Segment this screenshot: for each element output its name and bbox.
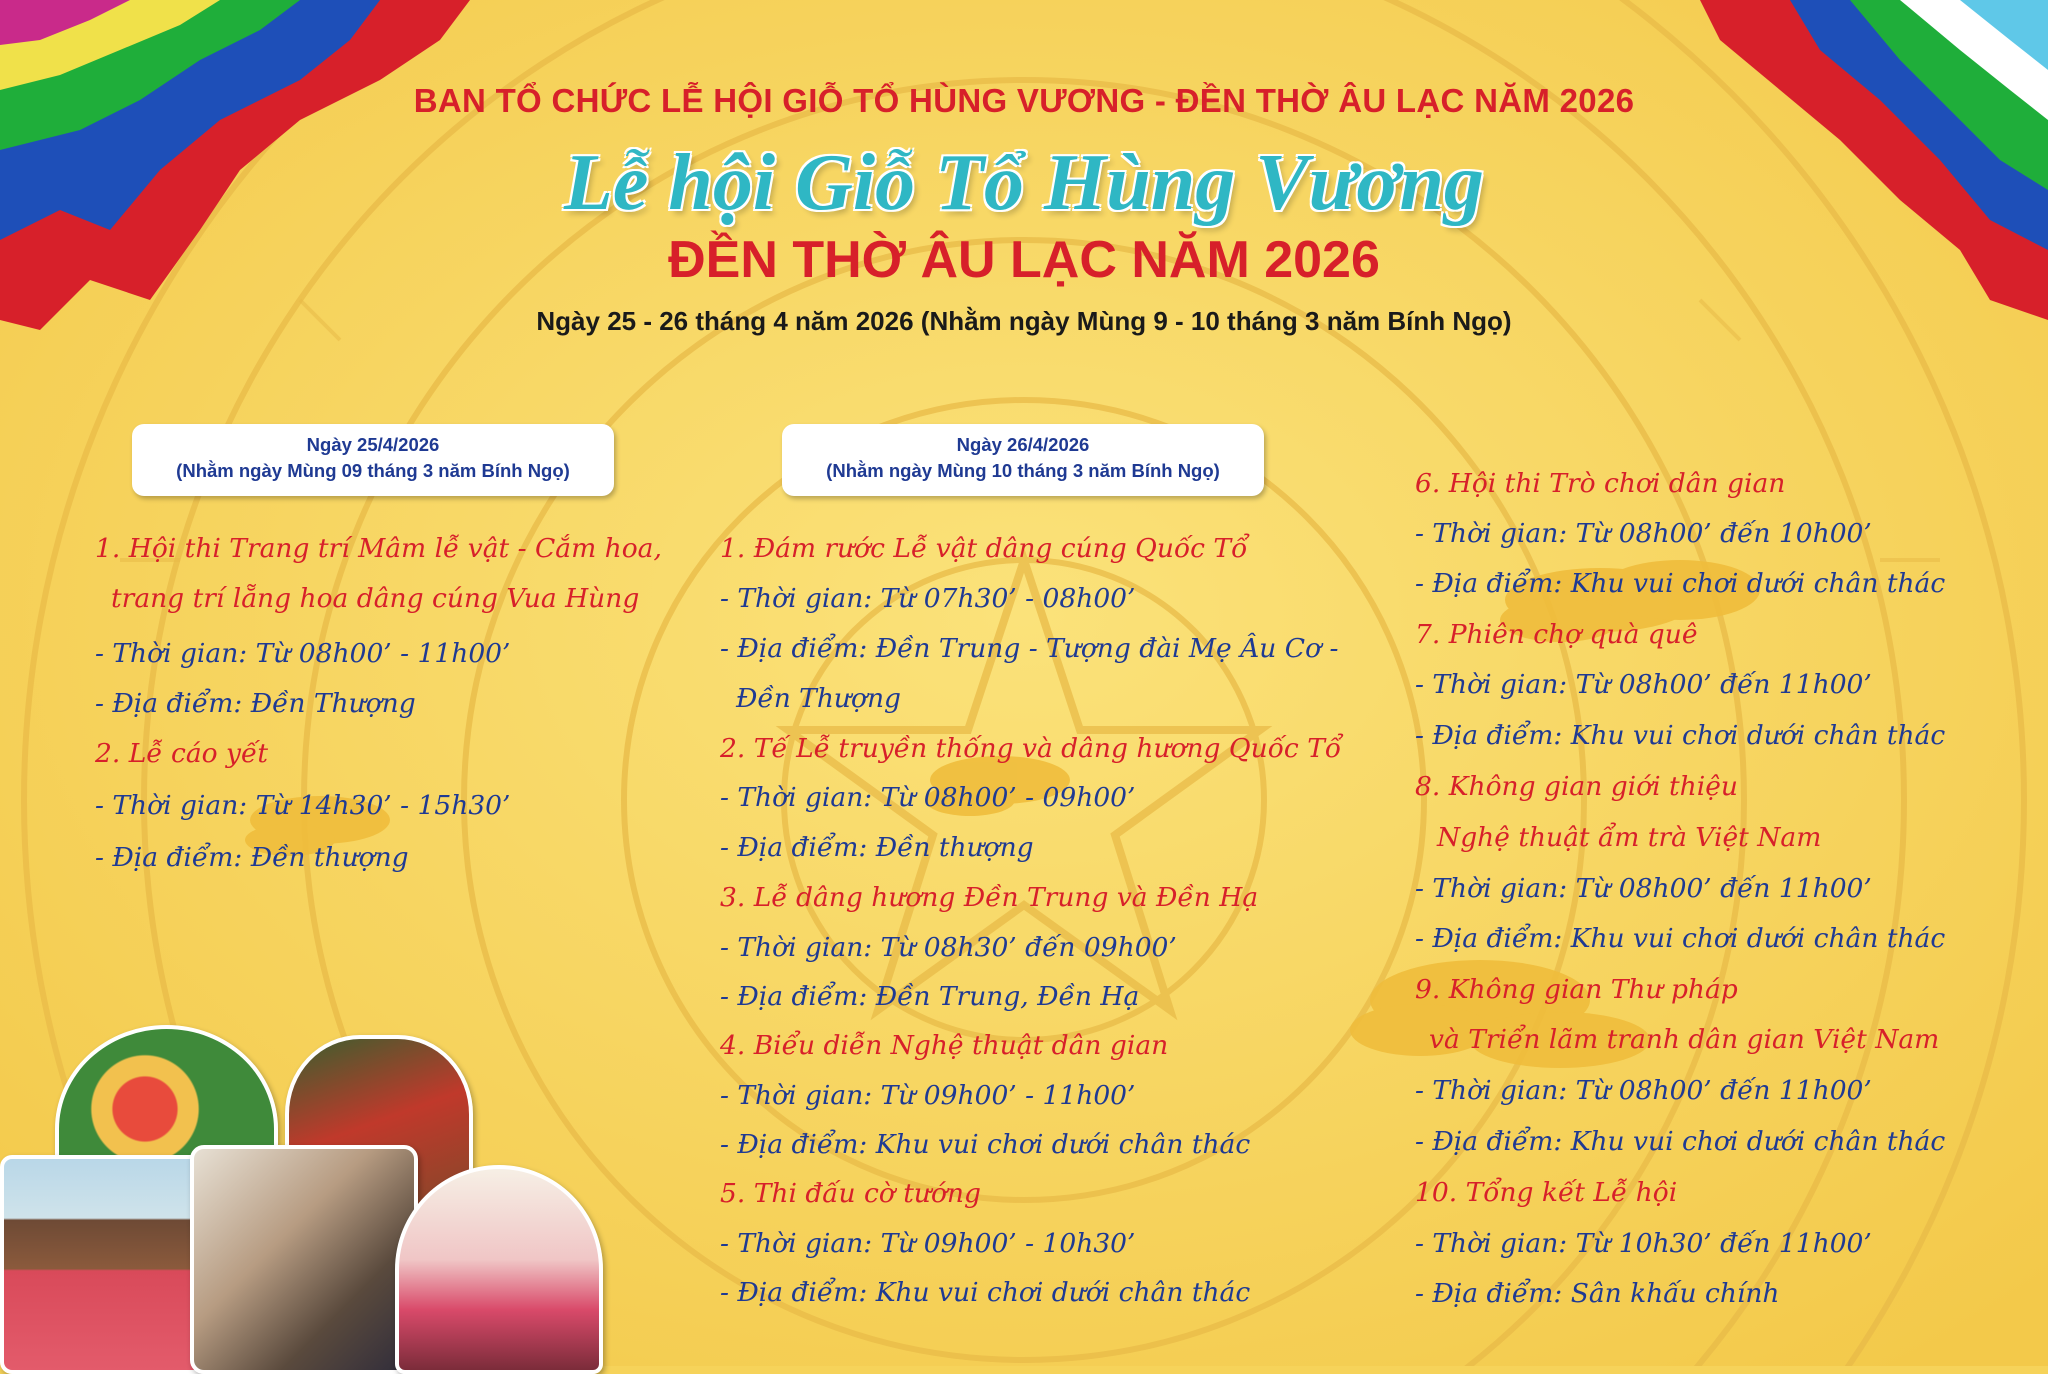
- event-title: 6. Hội thi Trò chơi dân gian: [1415, 468, 1786, 499]
- day2-lunar-date: (Nhằm ngày Mùng 10 tháng 3 năm Bính Ngọ): [826, 460, 1220, 481]
- event-time: - Thời gian: Từ 08h00’ đến 11h00’: [1415, 1075, 1872, 1106]
- day1-date: Ngày 25/4/2026: [306, 434, 440, 455]
- event-time: - Thời gian: Từ 14h30’ - 15h30’: [95, 790, 511, 821]
- event-time: - Thời gian: Từ 08h30’ đến 09h00’: [720, 932, 1177, 963]
- festival-title: Lễ hội Giỗ Tổ Hùng Vương: [564, 139, 1484, 227]
- day2-date: Ngày 26/4/2026: [956, 434, 1090, 455]
- event-title: 4. Biểu diễn Nghệ thuật dân gian: [720, 1030, 1169, 1061]
- festival-date-line: Ngày 25 - 26 tháng 4 năm 2026 (Nhằm ngày Mùng 9 - 10 tháng 3 năm Bính Ngọ): [536, 306, 1512, 336]
- photo-collage: [0, 1015, 620, 1366]
- festival-subtitle: ĐỀN THỜ ÂU LẠC NĂM 2026: [668, 231, 1380, 289]
- event-title: 9. Không gian Thư pháp: [1415, 974, 1738, 1005]
- event-title: 2. Lễ cáo yết: [95, 738, 268, 769]
- event-title: 7. Phiên chợ quà quê: [1415, 619, 1698, 650]
- event-location: - Địa điểm: Đền Thượng: [95, 688, 416, 719]
- event-time: - Thời gian: Từ 09h00’ - 10h30’: [720, 1228, 1136, 1259]
- photo-temple: [0, 1155, 218, 1374]
- event-title: 8. Không gian giới thiệu: [1415, 771, 1738, 802]
- photo-festival-poster: [395, 1165, 603, 1374]
- event-location: - Địa điểm: Khu vui chơi dưới chân thác: [1415, 568, 1946, 599]
- event-location: - Địa điểm: Khu vui chơi dưới chân thác: [1415, 1126, 1946, 1157]
- day2-date-box: [782, 424, 1264, 496]
- event-time: - Thời gian: Từ 08h00’ đến 11h00’: [1415, 669, 1872, 700]
- event-title: 10. Tổng kết Lễ hội: [1415, 1177, 1678, 1208]
- event-location: - Địa điểm: Đền Trung, Đền Hạ: [720, 981, 1140, 1012]
- event-location: - Địa điểm: Đền thượng: [95, 842, 409, 873]
- event-time: - Thời gian: Từ 08h00’ - 09h00’: [720, 782, 1136, 813]
- event-time: - Thời gian: Từ 08h00’ - 11h00’: [95, 638, 511, 669]
- event-time: - Thời gian: Từ 08h00’ đến 10h00’: [1415, 518, 1872, 549]
- organizer-heading: BAN TỔ CHỨC LỄ HỘI GIỖ TỔ HÙNG VƯƠNG - ĐỀN THỜ ÂU LẠC NĂM 2026: [413, 82, 1635, 119]
- event-time: - Thời gian: Từ 10h30’ đến 11h00’: [1415, 1228, 1872, 1259]
- event-title: 2. Tế Lễ truyền thống và dâng hương Quốc Tổ: [720, 733, 1342, 764]
- event-title: 1. Đám rước Lễ vật dâng cúng Quốc Tổ: [720, 533, 1248, 564]
- event-location: - Địa điểm: Đền thượng: [720, 832, 1034, 863]
- event-time: - Thời gian: Từ 07h30’ - 08h00’: [720, 583, 1136, 614]
- event-title-cont: trang trí lẵng hoa dâng cúng Vua Hùng: [111, 583, 640, 614]
- photo-calligraphy: [190, 1145, 418, 1374]
- event-location: - Địa điểm: Đền Trung - Tượng đài Mẹ Âu Cơ -: [720, 633, 1339, 664]
- event-title-cont: Nghệ thuật ẩm trà Việt Nam: [1437, 822, 1822, 853]
- event-title-cont: và Triển lãm tranh dân gian Việt Nam: [1429, 1024, 1940, 1055]
- event-location: - Địa điểm: Khu vui chơi dưới chân thác: [720, 1277, 1251, 1308]
- event-time: - Thời gian: Từ 09h00’ - 11h00’: [720, 1080, 1136, 1111]
- event-time: - Thời gian: Từ 08h00’ đến 11h00’: [1415, 873, 1872, 904]
- event-location: - Địa điểm: Sân khấu chính: [1415, 1278, 1780, 1309]
- event-title: 5. Thi đấu cờ tướng: [720, 1178, 981, 1209]
- event-location: - Địa điểm: Khu vui chơi dưới chân thác: [1415, 720, 1946, 751]
- event-title: 3. Lễ dâng hương Đền Trung và Đền Hạ: [720, 882, 1259, 913]
- day1-date-box: [132, 424, 614, 496]
- event-title: 1. Hội thi Trang trí Mâm lễ vật - Cắm hoa,: [95, 533, 662, 564]
- event-location: - Địa điểm: Khu vui chơi dưới chân thác: [1415, 923, 1946, 954]
- event-location: - Địa điểm: Khu vui chơi dưới chân thác: [720, 1129, 1251, 1160]
- day1-lunar-date: (Nhằm ngày Mùng 09 tháng 3 năm Bính Ngọ): [176, 460, 570, 481]
- event-location-cont: Đền Thượng: [736, 683, 901, 714]
